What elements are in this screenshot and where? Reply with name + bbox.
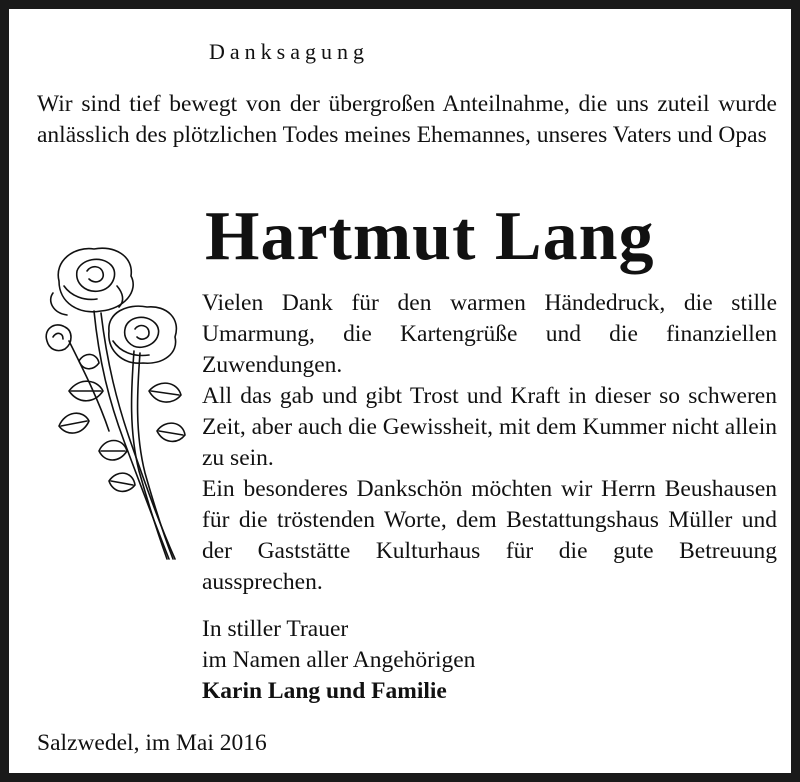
thanks-paragraph: Vielen Dank für den warmen Händedruck, die stille Umarmung, die Kartengrüße und die finanziellen Zuwendungen. bbox=[202, 290, 777, 378]
signature: Karin Lang und Familie bbox=[202, 678, 447, 704]
intro-text: Wir sind tief bewegt von der übergroßen Anteilnahme, die uns zuteil wurde anlässlich des plötzlichen Todes meines Ehemannes, unseres Vaters und Opas bbox=[37, 91, 777, 148]
closing-line: In stiller Trauer bbox=[202, 616, 349, 642]
deceased-name: Hartmut Lang bbox=[205, 198, 655, 275]
thanks-paragraph: All das gab und gibt Trost und Kraft in dieser so schweren Zeit, aber auch die Gewissheit, mit dem Kummer nicht allein zu sein. bbox=[202, 383, 777, 471]
notice-heading: Danksagung bbox=[209, 39, 369, 64]
closing-block bbox=[202, 614, 475, 707]
thanks-body bbox=[202, 288, 777, 598]
closing-line: im Namen aller Angehörigen bbox=[202, 647, 476, 673]
roses-icon bbox=[39, 241, 194, 566]
thanks-paragraph: Ein besonderes Dankschön möchten wir Herrn Beushausen für die tröstenden Worte, dem Bestattungshaus Müller und der Gaststätte Kulturhaus für die gute Betreuung aussprechen. bbox=[202, 476, 777, 595]
place-date: Salzwedel, im Mai 2016 bbox=[37, 730, 267, 756]
